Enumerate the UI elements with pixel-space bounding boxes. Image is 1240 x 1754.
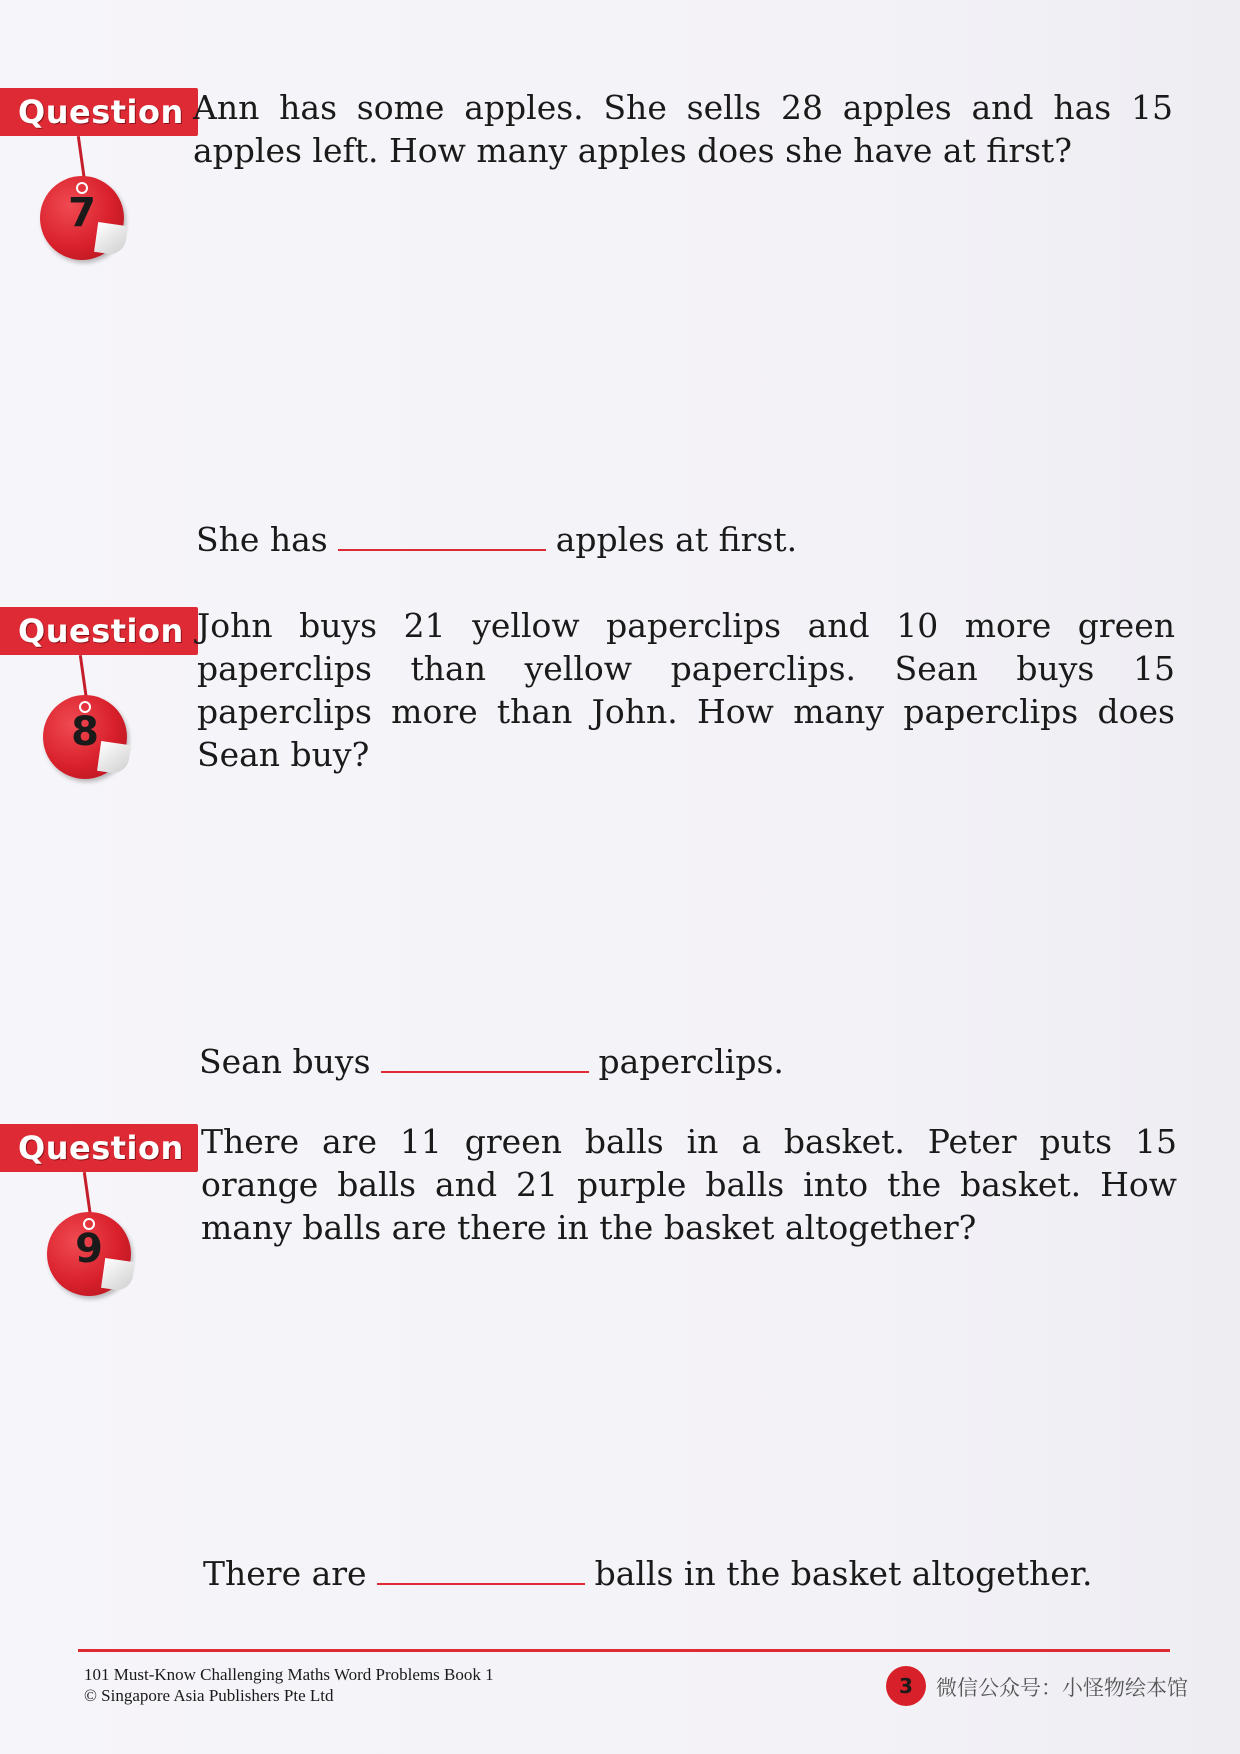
answer-line bbox=[199, 1040, 784, 1083]
answer-suffix: apples at first. bbox=[555, 520, 798, 559]
question-number: 7 bbox=[68, 190, 96, 236]
page-curl-icon bbox=[97, 741, 131, 775]
answer-line bbox=[196, 518, 797, 561]
question-tab: Question bbox=[0, 607, 198, 655]
answer-blank[interactable] bbox=[377, 1583, 585, 1585]
question-number-badge bbox=[43, 695, 127, 779]
question-text: John buys 21 yellow paperclips and 10 more green paperclips than yellow paperclips. Sean buys 15 paperclips more than John. How many paperclips does Sean buy? bbox=[197, 606, 1175, 774]
answer-line bbox=[203, 1552, 1092, 1595]
book-title: 101 Must-Know Challenging Maths Word Problems Book 1 bbox=[84, 1665, 494, 1684]
question-text: There are 11 green balls in a basket. Peter puts 15 orange balls and 21 purple balls into the basket. How many balls are there in the basket altogether? bbox=[201, 1122, 1177, 1247]
page-curl-icon bbox=[94, 222, 128, 256]
answer-blank[interactable] bbox=[381, 1071, 589, 1073]
copyright-notice: © Singapore Asia Publishers Pte Ltd bbox=[84, 1686, 334, 1705]
answer-suffix: balls in the basket altogether. bbox=[594, 1554, 1093, 1593]
page-number-badge: 3 bbox=[886, 1666, 926, 1706]
question-number: 8 bbox=[71, 709, 99, 755]
answer-prefix: Sean buys bbox=[199, 1042, 371, 1081]
question-number-badge bbox=[47, 1212, 131, 1296]
answer-prefix: There are bbox=[203, 1554, 367, 1593]
question-tab: Question bbox=[0, 88, 198, 136]
page-curl-icon bbox=[101, 1258, 135, 1292]
answer-blank[interactable] bbox=[338, 549, 546, 551]
question-number-badge bbox=[40, 176, 124, 260]
question-text: Ann has some apples. She sells 28 apples and has 15 apples left. How many apples does she have at first? bbox=[193, 88, 1173, 170]
watermark-text: 微信公众号：小怪物绘本馆 bbox=[936, 1676, 1188, 1700]
answer-suffix: paperclips. bbox=[598, 1042, 784, 1081]
question-number: 9 bbox=[75, 1226, 103, 1272]
footer-credits bbox=[84, 1664, 494, 1706]
question-tab: Question bbox=[0, 1124, 198, 1172]
footer-divider bbox=[78, 1649, 1170, 1652]
answer-prefix: She has bbox=[196, 520, 328, 559]
